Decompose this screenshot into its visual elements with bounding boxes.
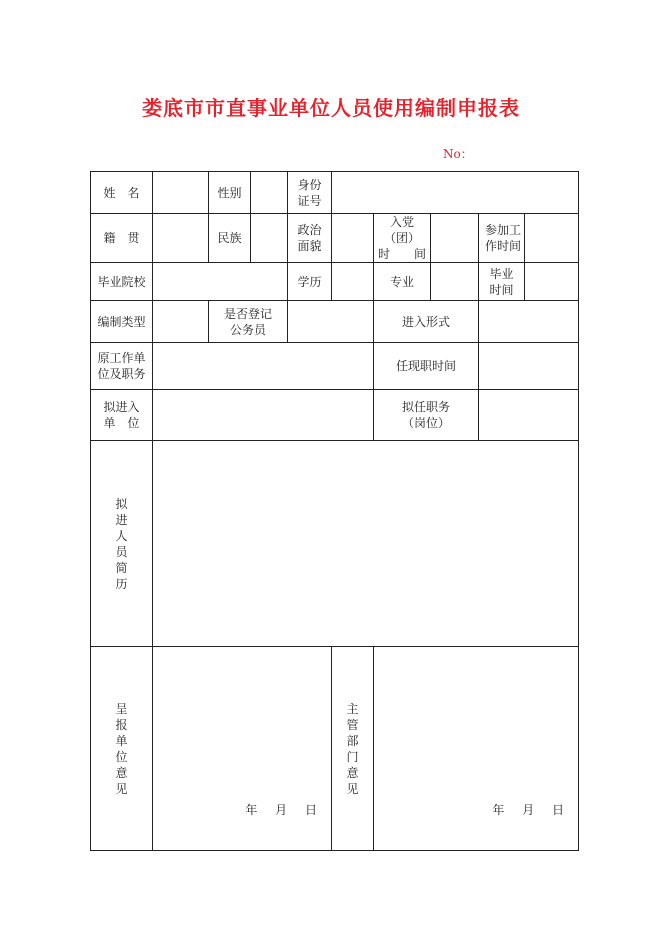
major-label: 专业 [374,263,431,301]
submitting-unit-date: 年 月 日 [245,803,317,817]
id-number-label: 身份 证号 [288,172,332,214]
submitting-unit-opinion-cell[interactable] [153,647,332,851]
original-unit-label: 原工作单 位及职务 [91,343,153,390]
name-label: 姓 名 [91,172,153,214]
current-position-time-value-cell[interactable] [479,343,579,390]
gender-value-cell[interactable] [251,172,288,214]
work-start-time-value-cell[interactable] [525,214,579,263]
gender-label: 性别 [209,172,251,214]
submitting-unit-opinion-label: 呈 报 单 位 意 见 [91,647,153,851]
party-join-time-value-cell[interactable] [431,214,479,263]
ethnicity-label: 民族 [209,214,251,263]
application-form-table [90,171,579,851]
ethnicity-value-cell[interactable] [251,214,288,263]
serial-number-label: No： [443,147,473,161]
graduation-school-label: 毕业院校 [91,263,153,301]
competent-dept-opinion-label: 主 管 部 门 意 见 [332,647,374,851]
original-unit-value-cell[interactable] [153,343,374,390]
major-value-cell[interactable] [431,263,479,301]
resume-value-cell[interactable] [153,441,579,647]
target-post-value-cell[interactable] [479,390,579,441]
political-status-value-cell[interactable] [332,214,374,263]
education-label: 学历 [288,263,332,301]
id-number-value-cell[interactable] [332,172,579,214]
political-status-label: 政治 面貌 [288,214,332,263]
staffing-type-label: 编制类型 [91,301,153,343]
target-unit-value-cell[interactable] [153,390,374,441]
graduation-school-value-cell[interactable] [153,263,288,301]
civil-servant-registered-value-cell[interactable] [288,301,374,343]
native-place-label: 籍 贯 [91,214,153,263]
staffing-type-value-cell[interactable] [153,301,209,343]
resume-label: 拟 进 人 员 简 历 [91,441,153,647]
native-place-value-cell[interactable] [153,214,209,263]
form-title: 娄底市市直事业单位人员使用编制申报表 [142,96,520,120]
target-post-label: 拟任职务 （岗位） [374,390,479,441]
current-position-time-label: 任现职时间 [374,343,479,390]
competent-dept-date: 年 月 日 [492,803,565,817]
name-value-cell[interactable] [153,172,209,214]
target-unit-label: 拟进入 单 位 [91,390,153,441]
education-value-cell[interactable] [332,263,374,301]
entry-form-value-cell[interactable] [479,301,579,343]
graduation-time-value-cell[interactable] [525,263,579,301]
work-start-time-label: 参加工 作时间 [479,214,525,263]
party-join-time-label: 入党（团） 时 间 [374,214,431,263]
entry-form-label: 进入形式 [374,301,479,343]
graduation-time-label: 毕业 时间 [479,263,525,301]
civil-servant-registered-label: 是否登记 公务员 [209,301,288,343]
competent-dept-opinion-cell[interactable] [374,647,579,851]
